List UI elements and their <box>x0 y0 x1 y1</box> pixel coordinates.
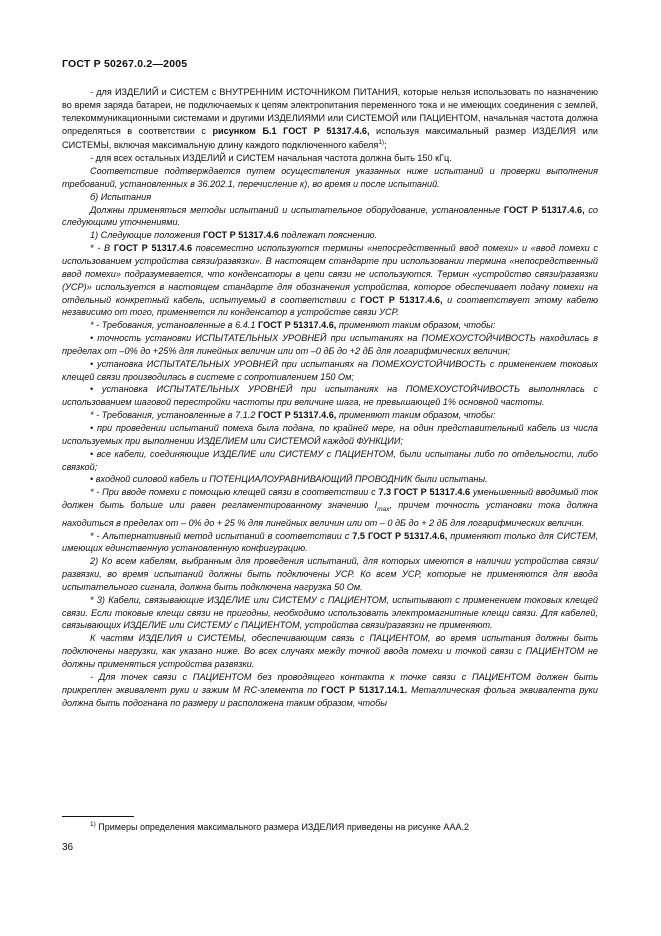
text-run: • при проведении испытаний помеха была подана, по крайней мере, на один представительный кабель из числа используемых при выполнении ИЗДЕЛИЕМ или СИСТЕМОЙ каждой ФУНКЦИИ; <box>62 422 598 446</box>
standard-reference: ГОСТ Р 51317.4.6 <box>113 243 193 254</box>
page-number: 36 <box>62 842 74 853</box>
text-run: ; <box>384 140 387 151</box>
standard-reference: ГОСТ Р 51317.4.6, <box>360 294 443 305</box>
text-run: - для ИЗДЕЛИЙ и СИСТЕМ с ВНУТРЕННИМ ИСТОЧНИКОМ ПИТАНИЯ, которые нельзя использовать по назначению во время заряда батареи, не подключаемых к цепям электропитания переменного тока и не имеющих соединения с землей, телекоммуникационными системами и другими ИЗДЕЛИЯМИ или СИСТЕМОЙ или ПАЦИЕНТОМ, начальная частота должна определяться в соответствии с <box>62 87 598 136</box>
standard-reference: 7.5 ГОСТ Р 51317.4.6, <box>352 530 448 541</box>
paragraph <box>62 448 598 474</box>
text-run: - для всех остальных ИЗДЕЛИЙ и СИСТЕМ начальная частота должна быть 150 кГц. <box>90 153 452 164</box>
text-run: используя максимальный размер ИЗДЕЛИЯ или СИСТЕМЫ, включая максимальную длину каждого подключенного кабеля <box>62 125 598 151</box>
paragraph <box>62 319 598 332</box>
standard-reference: ГОСТ Р 51317.4.6, <box>257 320 337 331</box>
document-body <box>62 86 598 709</box>
paragraph <box>62 383 598 409</box>
text-run: подлежат пояснению. <box>278 230 378 241</box>
paragraph <box>62 165 598 191</box>
standard-reference: ГОСТ Р 51317.14.1. <box>321 684 408 695</box>
text-run: * - Требования, установленные в 6.4.1 <box>90 320 258 331</box>
text-run: • все кабели, соединяющие ИЗДЕЛИЕ или СИСТЕМУ с ПАЦИЕНТОМ, были испытаны либо по отдельности, либо связкой; <box>62 448 598 472</box>
text-run: * - Требования, установленные в 7.1.2 <box>90 410 258 421</box>
paragraph <box>62 86 598 152</box>
text-run: Металлическая фольга эквивалента руки должна быть подогнана по размеру и расположена таким образом, чтобы <box>62 684 599 708</box>
paragraph <box>62 473 598 486</box>
text-run: * - Альтернативный метод испытаний в соответствии с <box>90 530 353 541</box>
text-run: Должны применяться методы испытаний и испытательное оборудование, установленные <box>90 204 504 215</box>
paragraph <box>62 229 598 242</box>
text-run: • установка ИСПЫТАТЕЛЬНЫХ УРОВНЕЙ при испытаниях на ПОМЕХОУСТОЙЧИВОСТЬ выполнялась с использованием шаговой перестройки частоты при величине шага, не превышающей 1% основной частоты. <box>62 384 598 408</box>
paragraph <box>62 191 598 204</box>
text-run: • точность установки ИСПЫТАТЕЛЬНЫХ УРОВНЕЙ при испытаниях на ПОМЕХОУСТОЙЧИВОСТЬ находилась в пределах от –0% до +25% для линейных величин или от –0 дБ до +2 дБ для логарифмических величин; <box>62 333 598 356</box>
footnote <box>90 821 469 832</box>
paragraph <box>62 409 598 422</box>
text-run: max <box>377 505 390 513</box>
paragraph <box>62 332 598 358</box>
text-run: 1) <box>378 139 385 147</box>
footnote-marker: 1) <box>90 821 96 828</box>
paragraph <box>62 422 598 448</box>
standard-reference: рисунком Б.1 ГОСТ Р 51317.4.6, <box>212 125 370 136</box>
text-run: и соответствует этому кабелю независимо от того, применяется ли конденсатор в устройстве связи УСР. <box>62 294 598 318</box>
standard-reference: ГОСТ Р 51317.4.6 <box>202 230 279 241</box>
text-run: уменьшенный вводимый ток должен быть больше или равен регламентированному значению <box>62 487 599 511</box>
standard-reference: 7.3 ГОСТ Р 51317.4.6 <box>378 487 471 498</box>
text-run: повсеместно используются термины «непосредственный ввод помехи» и «ввод помехи с использованием устройства связи/развязки». В настоящем стандарте при использовании термина «непосредственный ввод помехи» подразумевается, что конденсаторы в цепи связи не используются. Термин «устройство связи/развязки (УСР)» используется в настоящем стандарте для обозначения устройства, которое обеспечивает подачу помехи на отдельный конкретный кабель, испытуемый в соответствии с <box>62 243 598 305</box>
paragraph <box>62 152 598 165</box>
text-run: - Для точек связи с ПАЦИЕНТОМ без проводящего контакта к точке связи с ПАЦИЕНТОМ должен быть прикреплен эквивалент руки и зажим М RC-элемента по <box>62 671 598 695</box>
standard-reference: ГОСТ Р 51317.4.6, <box>503 204 585 215</box>
text-run: со следующими уточнениями. <box>62 204 598 228</box>
text-run: • входной силовой кабель и ПОТЕНЦИАЛОУРАВНИВАЮЩИЙ ПРОВОДНИК были испытаны. <box>90 474 488 485</box>
text-run: * - При вводе помехи с помощью клещей связи в соответствии с <box>90 487 379 498</box>
document-header: ГОСТ Р 50267.0.2—2005 <box>62 58 188 70</box>
paragraph <box>62 242 598 319</box>
paragraph <box>62 358 598 384</box>
text-run: • установка ИСПЫТАТЕЛЬНЫХ УРОВНЕЙ при испытаниях на ПОМЕХОУСТОЙЧИВОСТЬ с применением токовых клещей связи производилась в системе с сопротивлением 150 Ом; <box>62 358 598 382</box>
text-run: Соответствие подтверждается путем осуществления указанных ниже испытаний и проверки выполнения требований, установленных в 36.202.1, перечисление к), во время и после испытаний. <box>62 166 598 189</box>
text-run: применяют таким образом, чтобы: <box>336 320 496 331</box>
text-run: применяют только для СИСТЕМ, имеющих единственную установленную конфигурацию. <box>62 530 598 554</box>
paragraph <box>62 671 598 710</box>
text-run: применяют таким образом, чтобы: <box>336 410 496 421</box>
paragraph <box>62 632 598 671</box>
footnote-divider <box>62 816 134 817</box>
text-run: б) Испытания <box>90 191 152 202</box>
text-run: К частям ИЗДЕЛИЯ и СИСТЕМЫ, обеспечивающим связь с ПАЦИЕНТОМ, во время испытания должны быть подключены нагрузки, как указано ниже. Во всех случаях между точкой ввода помехи и точкой связи с ПАЦИЕНТОМ не должны применяться устройства развязки. <box>62 633 598 669</box>
text-run: * - В <box>90 243 114 254</box>
footnote-text: Примеры определения максимального размера ИЗДЕЛИЯ приведены на рисунке ААА.2 <box>98 822 469 832</box>
paragraph <box>62 594 598 633</box>
text-run: , причем точность установки тока должна находиться в пределах от – 0% до + 25 % для линейных величин или от – 0 дБ до + 2 дБ для логарифмических величин. <box>62 500 598 528</box>
paragraph <box>62 486 598 529</box>
paragraph <box>62 555 598 594</box>
text-run: 2) Ко всем кабелям, выбранным для проведения испытаний, для которых имеются в наличии устройства связи/развязки, во время испытаний должны быть подключены УСР. Ко всем УСР, которые не применяются для ввода испытательного сигнала, должна быть подключена нагрузка 50 Ом. <box>62 556 598 592</box>
text-run: 1) Следующие положения <box>90 230 203 241</box>
text-run: * 3) Кабели, связывающие ИЗДЕЛИЕ или СИСТЕМУ с ПАЦИЕНТОМ, испытывают с применением токовых клещей связи. Если токовые клещи связи не пригодны, необходимо использовать электромагнитные клещи связи. Для кабелей, связывающих ИЗДЕЛИЕ или СИСТЕМУ с ПАЦИЕНТОМ, устройства связи/развязки не применяют. <box>62 594 598 631</box>
paragraph <box>62 530 598 556</box>
text-run: I <box>374 500 378 511</box>
standard-reference: ГОСТ Р 51317.4.6, <box>257 410 337 421</box>
paragraph <box>62 204 598 230</box>
